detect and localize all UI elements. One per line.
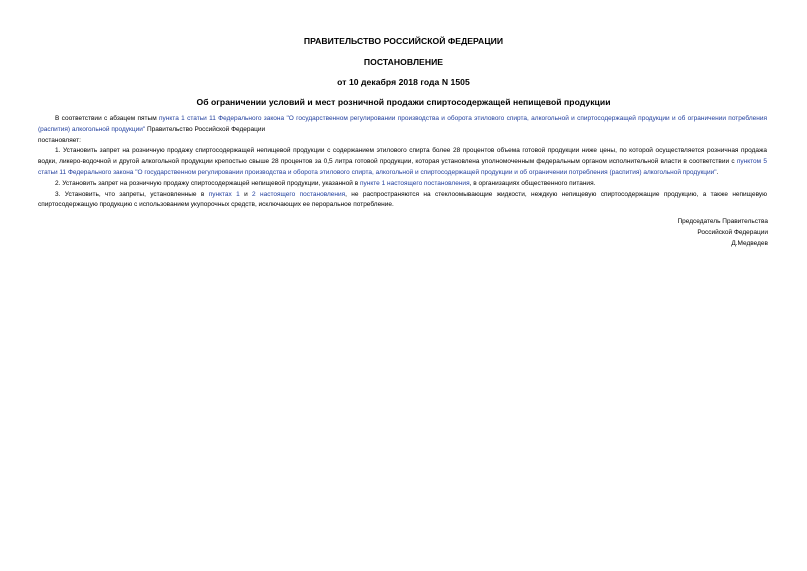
item-3-text-end: , не распространяются на стеклоомывающие жидкости, неждкую непищевую спиртосодержащие продукцию, а также непищевую спиртосодержащую продукцию с использованием укупорочных средств, исключающих ее пероральное потребление.: [38, 190, 768, 209]
federal-law-article-11-link[interactable]: пункта 1 статьи 11 Федерального закона "О государственном регулировании производства и оборота этилового спирта, алкогольной и спиртосодержащей продукции и об ограничении потребления (распития) алкогольной продукции": [38, 115, 768, 133]
point-1-resolution-link[interactable]: пункте 1 настоящего постановления: [359, 179, 470, 187]
item-3-paragraph: [38, 190, 767, 212]
item-1-text: 1. Установить запрет на розничную продажу спиртосодержащей непищевой продукции с содержанием этилового спирта более 28 процентов объема готовой продукции ниже цены, по которой осуществляется розничная продажа водки, ликеро-водочной и другой алкогольной продукции крепостью свыше 28 процентов за 0,5 литра готовой продукции, которая установлена уполномоченным федеральным органом исполнительной власти в соответствии с: [38, 147, 767, 166]
document-title: Об ограничении условий и мест розничной продажи спиртосодержащей непищевой продукции: [196, 97, 611, 107]
signatory-name: Д.Медведев: [731, 240, 768, 248]
item-3-text: 3. Установить, что запреты, установленные в: [55, 190, 209, 198]
document-body: [38, 114, 767, 211]
signatory-position-1: Председатель Правительства: [677, 218, 768, 225]
signature-block: [677, 216, 768, 250]
points-1-link[interactable]: пунктах 1: [208, 190, 240, 198]
item-2-text-end: , в организациях общественного питания.: [469, 179, 596, 187]
item-1-paragraph: [38, 146, 767, 178]
item-2-paragraph: [38, 179, 767, 190]
federal-law-point-5-link[interactable]: пунктом 5 статьи 11 Федерального закона "О государственном регулировании производства и оборота этилового спирта, алкогольной и спиртосодержащей продукции и об ограничении потребления (распития) алкогольной продукции": [38, 158, 767, 176]
preamble-paragraph: [38, 114, 767, 136]
point-2-resolution-link[interactable]: 2 настоящего постановления: [252, 190, 346, 198]
resolves-line: постановляет:: [38, 136, 81, 144]
government-heading: ПРАВИТЕЛЬСТВО РОССИЙСКОЙ ФЕДЕРАЦИИ: [303, 36, 504, 46]
signatory-position-2: Российской Федерации: [697, 229, 768, 237]
item-3-conjunction: и: [239, 190, 253, 198]
preamble-text: В соответствии с абзацем пятым: [55, 115, 160, 122]
preamble-text-end: Правительство Российской Федерации: [145, 125, 266, 133]
document-type-heading: ПОСТАНОВЛЕНИЕ: [363, 57, 444, 67]
item-1-text-end: .: [716, 168, 719, 176]
item-2-text: 2. Установить запрет на розничную продажу спиртосодержащей непищевой продукции, указанной в: [55, 179, 360, 187]
date-number-heading: от 10 декабря 2018 года N 1505: [337, 77, 470, 87]
